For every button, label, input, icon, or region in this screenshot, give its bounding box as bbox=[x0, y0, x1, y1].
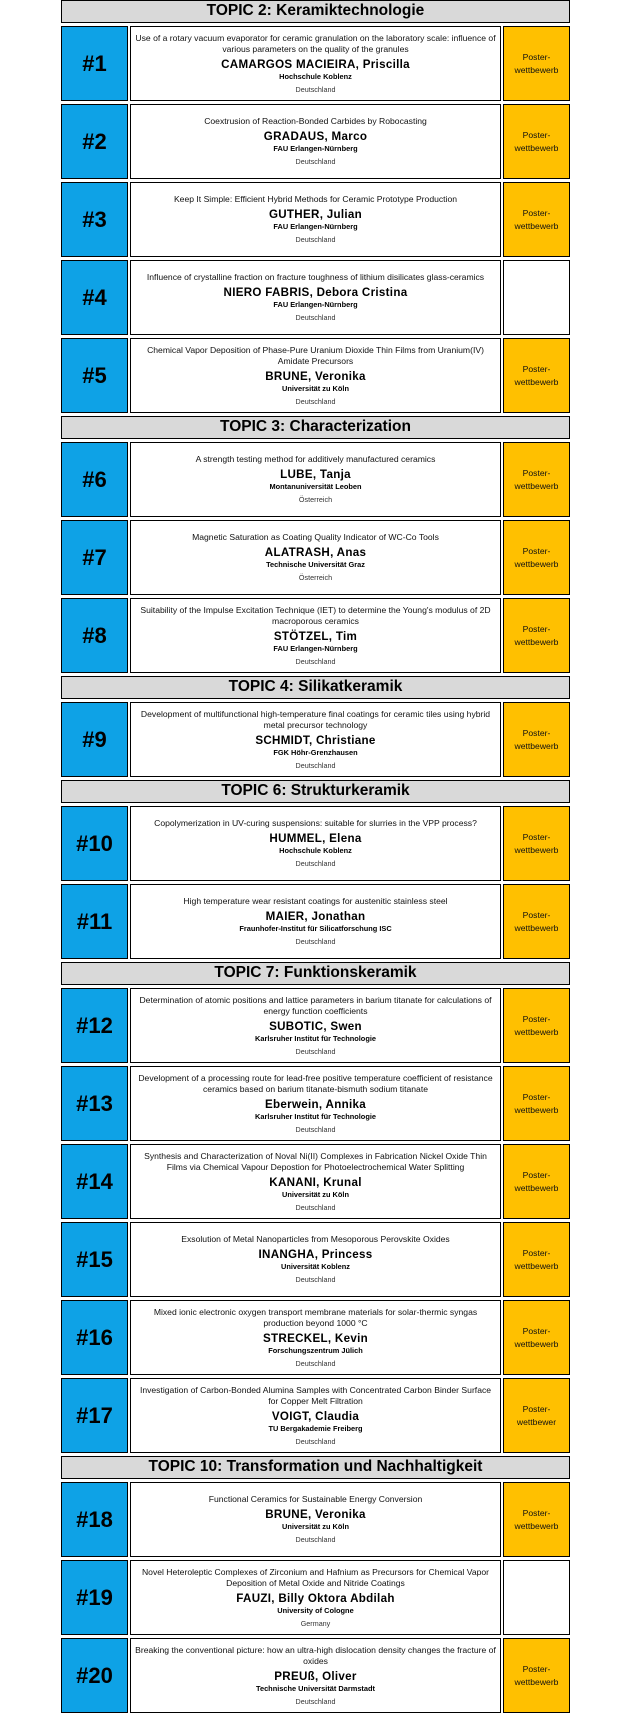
poster-author: GUTHER, Julian bbox=[268, 208, 363, 221]
poster-number: #9 bbox=[61, 702, 128, 777]
poster-competition-label: Poster- wettbewerb bbox=[514, 1663, 559, 1687]
poster-competition-badge bbox=[503, 806, 570, 881]
poster-entry bbox=[61, 1066, 570, 1141]
poster-author: CAMARGOS MACIEIRA, Priscilla bbox=[221, 57, 410, 71]
poster-author: VOIGT, Claudia bbox=[271, 1409, 360, 1423]
poster-institution: Universität Koblenz bbox=[281, 1262, 350, 1271]
poster-competition-badge bbox=[503, 1482, 570, 1557]
poster-competition-badge bbox=[503, 1066, 570, 1141]
poster-competition-label: Poster- wettbewerb bbox=[514, 909, 559, 933]
poster-author: LUBE, Tanja bbox=[280, 468, 351, 481]
poster-country: Deutschland bbox=[295, 1696, 336, 1706]
topic-header: TOPIC 7: Funktionskeramik bbox=[61, 962, 570, 985]
poster-entry bbox=[61, 1300, 570, 1375]
poster-competition-label: Poster- wettbewer bbox=[516, 1403, 557, 1427]
poster-author: NIERO FABRIS, Debora Cristina bbox=[223, 286, 408, 299]
poster-competition-label: Poster- wettbewerb bbox=[514, 51, 559, 75]
poster-institution: Technische Universität Graz bbox=[266, 560, 365, 569]
poster-institution: Fraunhofer-Institut für Silicatforschung ISC bbox=[239, 924, 392, 933]
topic-header: TOPIC 2: Keramiktechnologie bbox=[61, 0, 570, 23]
poster-info bbox=[130, 520, 501, 595]
poster-number: #17 bbox=[61, 1378, 128, 1453]
poster-info bbox=[130, 1066, 501, 1141]
poster-competition-badge bbox=[503, 26, 570, 101]
poster-institution: Universität zu Köln bbox=[282, 1522, 349, 1531]
poster-author: MAIER, Jonathan bbox=[265, 910, 366, 923]
poster-title: Synthesis and Characterization of Noval Ni(II) Complexes in Fabrication Nickel Oxide Thin Films via Chemical Vapour Depostion for Photoelectrochemical Water Splitting bbox=[144, 1150, 487, 1172]
poster-entry bbox=[61, 1378, 570, 1453]
poster-competition-label: Poster- wettbewerb bbox=[514, 1507, 559, 1531]
poster-number: #1 bbox=[61, 26, 128, 101]
poster-author: BRUNE, Veronika bbox=[265, 369, 366, 383]
poster-title: Copolymerization in UV-curing suspensions: suitable for slurries in the VPP process? bbox=[154, 818, 477, 828]
poster-entry bbox=[61, 260, 570, 335]
poster-competition-label: Poster- wettbewerb bbox=[514, 1169, 559, 1193]
poster-competition-badge bbox=[503, 442, 570, 517]
poster-institution: FAU Erlangen-Nürnberg bbox=[273, 643, 358, 653]
poster-competition-badge bbox=[503, 520, 570, 595]
poster-author: SCHMIDT, Christiane bbox=[255, 733, 376, 747]
poster-country: Deutschland bbox=[295, 235, 336, 244]
poster-competition-badge bbox=[503, 104, 570, 179]
poster-number: #12 bbox=[61, 988, 128, 1063]
poster-author: INANGHA, Princess bbox=[258, 1248, 373, 1261]
poster-info bbox=[130, 442, 501, 517]
poster-competition-label: Poster- wettbewerb bbox=[514, 1247, 559, 1271]
poster-info bbox=[130, 338, 501, 413]
poster-number: #4 bbox=[61, 260, 128, 335]
poster-country: Deutschland bbox=[295, 760, 336, 770]
poster-info bbox=[130, 1222, 501, 1297]
poster-title: Magnetic Saturation as Coating Quality Indicator of WC-Co Tools bbox=[192, 532, 439, 542]
poster-entry bbox=[61, 1482, 570, 1557]
poster-institution: Karlsruher Institut für Technologie bbox=[255, 1111, 376, 1121]
poster-author: FAUZI, Billy Oktora Abdilah bbox=[236, 1591, 395, 1605]
poster-title: A strength testing method for additively manufactured ceramics bbox=[195, 454, 436, 464]
poster-number: #15 bbox=[61, 1222, 128, 1297]
poster-number: #13 bbox=[61, 1066, 128, 1141]
poster-country: Deutschland bbox=[295, 1046, 336, 1056]
poster-entry bbox=[61, 884, 570, 959]
poster-institution: FAU Erlangen-Nürnberg bbox=[273, 300, 358, 309]
poster-info bbox=[130, 598, 501, 673]
poster-institution: Hochschule Koblenz bbox=[279, 846, 352, 855]
poster-title: Functional Ceramics for Sustainable Energy Conversion bbox=[208, 1494, 423, 1504]
poster-number: #16 bbox=[61, 1300, 128, 1375]
poster-entry bbox=[61, 702, 570, 777]
poster-info bbox=[130, 1144, 501, 1219]
poster-institution: FGK Höhr-Grenzhausen bbox=[273, 747, 358, 757]
poster-competition-label: Poster- wettbewerb bbox=[514, 727, 559, 751]
poster-institution: FAU Erlangen-Nürnberg bbox=[273, 144, 358, 153]
poster-title: Mixed ionic electronic oxygen transport membrane materials for solar-thermic syngas production beyond 1000 °C bbox=[153, 1306, 478, 1328]
poster-entry bbox=[61, 1144, 570, 1219]
poster-number: #2 bbox=[61, 104, 128, 179]
poster-competition-badge bbox=[503, 338, 570, 413]
poster-competition-badge bbox=[503, 260, 570, 335]
poster-competition-badge bbox=[503, 884, 570, 959]
poster-institution: Technische Universität Darmstadt bbox=[256, 1683, 375, 1693]
poster-institution: TU Bergakademie Freiberg bbox=[268, 1423, 363, 1433]
poster-competition-badge bbox=[503, 988, 570, 1063]
poster-number: #5 bbox=[61, 338, 128, 413]
poster-info bbox=[130, 1638, 501, 1713]
poster-country: Deutschland bbox=[295, 157, 336, 166]
poster-competition-label: Poster- wettbewerb bbox=[514, 831, 559, 855]
poster-author: GRADAUS, Marco bbox=[263, 130, 368, 143]
poster-institution: Montanuniversität Leoben bbox=[269, 482, 362, 491]
poster-author: Eberwein, Annika bbox=[264, 1097, 366, 1111]
poster-number: #11 bbox=[61, 884, 128, 959]
poster-number: #14 bbox=[61, 1144, 128, 1219]
poster-country: Österreich bbox=[298, 573, 333, 582]
poster-institution: Forschungszentrum Jülich bbox=[268, 1345, 363, 1355]
poster-competition-label: Poster- wettbewerb bbox=[514, 467, 559, 491]
poster-country: Deutschland bbox=[295, 1358, 336, 1368]
poster-entry bbox=[61, 338, 570, 413]
poster-competition-badge bbox=[503, 1144, 570, 1219]
poster-country: Deutschland bbox=[295, 1535, 336, 1544]
poster-title: Coextrusion of Reaction-Bonded Carbides by Robocasting bbox=[204, 116, 427, 126]
poster-entry bbox=[61, 806, 570, 881]
poster-entry bbox=[61, 26, 570, 101]
poster-entry bbox=[61, 182, 570, 257]
poster-info bbox=[130, 182, 501, 257]
poster-info bbox=[130, 104, 501, 179]
poster-author: KANANI, Krunal bbox=[269, 1175, 362, 1189]
poster-author: STRECKEL, Kevin bbox=[263, 1331, 368, 1345]
poster-title: Use of a rotary vacuum evaporator for ceramic granulation on the laboratory scale: influence of various parameters on the quality of the granules bbox=[135, 32, 496, 54]
poster-country: Deutschland bbox=[295, 313, 336, 322]
poster-institution: FAU Erlangen-Nürnberg bbox=[273, 222, 358, 231]
poster-institution: University of Cologne bbox=[277, 1605, 354, 1615]
poster-competition-label: Poster- wettbewerb bbox=[514, 363, 559, 387]
poster-competition-label: Poster- wettbewerb bbox=[514, 1013, 559, 1037]
poster-title: Novel Heteroleptic Complexes of Zirconium and Hafnium as Precursors for Chemical Vapor Deposition of Metal Oxide and Nitride Coatings bbox=[141, 1566, 490, 1588]
poster-title: Influence of crystalline fraction on fracture toughness of lithium disilicates glass-ceramics bbox=[146, 272, 485, 282]
poster-competition-badge bbox=[503, 598, 570, 673]
poster-number: #7 bbox=[61, 520, 128, 595]
poster-institution: Hochschule Koblenz bbox=[279, 71, 352, 81]
poster-info bbox=[130, 806, 501, 881]
poster-author: SUBOTIC, Swen bbox=[269, 1019, 362, 1033]
poster-entry bbox=[61, 442, 570, 517]
poster-country: Österreich bbox=[298, 495, 333, 504]
poster-info bbox=[130, 1482, 501, 1557]
poster-country: Deutschland bbox=[295, 937, 336, 946]
poster-info bbox=[130, 1560, 501, 1635]
poster-competition-label: Poster- wettbewerb bbox=[514, 207, 559, 231]
poster-country: Deutschland bbox=[295, 656, 336, 666]
topic-header: TOPIC 6: Strukturkeramik bbox=[61, 780, 570, 803]
poster-author: BRUNE, Veronika bbox=[265, 1508, 366, 1521]
poster-competition-badge bbox=[503, 702, 570, 777]
poster-country: Deutschland bbox=[295, 1202, 336, 1212]
poster-title: Determination of atomic positions and lattice parameters in barium titanate for calculations of energy function coefficients bbox=[139, 994, 492, 1016]
poster-number: #20 bbox=[61, 1638, 128, 1713]
poster-info bbox=[130, 702, 501, 777]
poster-country: Deutschland bbox=[295, 859, 336, 868]
poster-info bbox=[130, 1378, 501, 1453]
poster-country: Deutschland bbox=[295, 1436, 336, 1446]
poster-country: Deutschland bbox=[295, 396, 336, 406]
poster-competition-badge bbox=[503, 182, 570, 257]
poster-info bbox=[130, 988, 501, 1063]
poster-number: #19 bbox=[61, 1560, 128, 1635]
poster-title: Chemical Vapor Deposition of Phase-Pure Uranium Dioxide Thin Films from Uranium(IV) Amidate Precursors bbox=[147, 344, 484, 366]
poster-author: ALATRASH, Anas bbox=[264, 546, 367, 559]
poster-author: HUMMEL, Elena bbox=[269, 832, 362, 845]
poster-country: Deutschland bbox=[295, 1124, 336, 1134]
poster-entry bbox=[61, 104, 570, 179]
poster-competition-label: Poster- wettbewerb bbox=[514, 1325, 559, 1349]
poster-title: Investigation of Carbon-Bonded Alumina Samples with Concentrated Carbon Binder Surface for Copper Melt Filtration bbox=[139, 1384, 492, 1406]
poster-entry bbox=[61, 1638, 570, 1713]
poster-title: Suitability of the Impulse Excitation Technique (IET) to determine the Young's modulus of 2D macroporous ceramics bbox=[140, 604, 491, 626]
poster-entry bbox=[61, 1222, 570, 1297]
poster-author: STÖTZEL, Tim bbox=[273, 629, 358, 643]
poster-competition-badge bbox=[503, 1378, 570, 1453]
poster-country: Deutschland bbox=[295, 1275, 336, 1284]
poster-number: #3 bbox=[61, 182, 128, 257]
poster-title: Exsolution of Metal Nanoparticles from Mesoporous Perovskite Oxides bbox=[181, 1234, 450, 1244]
poster-entry bbox=[61, 1560, 570, 1635]
topic-header: TOPIC 10: Transformation und Nachhaltigkeit bbox=[61, 1456, 570, 1479]
poster-country: Germany bbox=[300, 1618, 331, 1628]
poster-competition-label: Poster- wettbewerb bbox=[514, 1091, 559, 1115]
poster-competition-badge bbox=[503, 1560, 570, 1635]
topic-header: TOPIC 3: Characterization bbox=[61, 416, 570, 439]
poster-title: Breaking the conventional picture: how an ultra-high dislocation density changes the fracture of oxides bbox=[135, 1644, 496, 1666]
poster-title: Development of a processing route for lead-free positive temperature coefficient of resistance ceramics based on barium titanate-bismuth sodium titanate bbox=[138, 1072, 493, 1094]
poster-number: #6 bbox=[61, 442, 128, 517]
poster-competition-label: Poster- wettbewerb bbox=[514, 129, 559, 153]
poster-institution: Universität zu Köln bbox=[282, 1189, 349, 1199]
poster-competition-badge bbox=[503, 1300, 570, 1375]
poster-competition-badge bbox=[503, 1222, 570, 1297]
poster-number: #8 bbox=[61, 598, 128, 673]
poster-author: PREUß, Oliver bbox=[274, 1669, 357, 1683]
poster-info bbox=[130, 260, 501, 335]
poster-info bbox=[130, 884, 501, 959]
poster-entry bbox=[61, 598, 570, 673]
poster-entry bbox=[61, 988, 570, 1063]
poster-competition-badge bbox=[503, 1638, 570, 1713]
topic-header: TOPIC 4: Silikatkeramik bbox=[61, 676, 570, 699]
poster-info bbox=[130, 26, 501, 101]
poster-number: #18 bbox=[61, 1482, 128, 1557]
poster-competition-label: Poster- wettbewerb bbox=[514, 623, 559, 647]
poster-title: High temperature wear resistant coatings for austenitic stainless steel bbox=[183, 896, 448, 906]
poster-title: Development of multifunctional high-temperature final coatings for ceramic tiles using hybrid metal precursor technology bbox=[140, 708, 491, 730]
poster-competition-label: Poster- wettbewerb bbox=[514, 545, 559, 569]
poster-entry bbox=[61, 520, 570, 595]
poster-info bbox=[130, 1300, 501, 1375]
poster-country: Deutschland bbox=[295, 84, 336, 94]
poster-number: #10 bbox=[61, 806, 128, 881]
poster-title: Keep It Simple: Efficient Hybrid Methods for Ceramic Prototype Production bbox=[173, 194, 458, 204]
poster-institution: Universität zu Köln bbox=[282, 383, 349, 393]
poster-institution: Karlsruher Institut für Technologie bbox=[255, 1033, 376, 1043]
